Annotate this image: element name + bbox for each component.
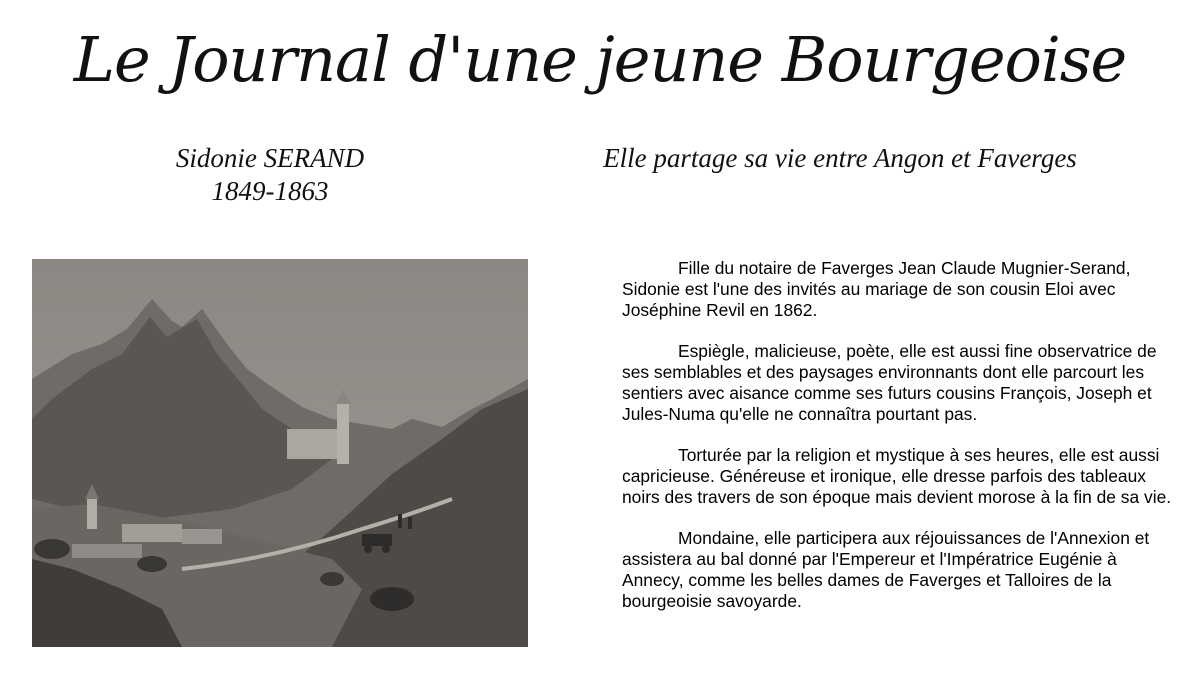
subtitle: Elle partage sa vie entre Angon et Faverges (603, 143, 1077, 173)
paragraph-4: Mondaine, elle participera aux réjouissances de l'Annexion et assistera au bal donné par l'Empereur et l'Impératrice Eugénie à Annecy, comme les belles dames de Faverges et Talloires de la bourgeoisie savoyarde. (622, 528, 1150, 611)
page-title: Le Journal d'une jeune Bourgeoise (73, 23, 1127, 96)
body-text (622, 258, 1182, 632)
paragraph-1: Fille du notaire de Faverges Jean Claude Mugnier-Serand, Sidonie est l'une des invités au mariage de son cousin Eloi avec Joséphine Revil en 1862. (622, 258, 1131, 320)
landscape-engraving-drawing (32, 259, 528, 647)
paragraph-2: Espiègle, malicieuse, poète, elle est aussi fine observatrice de ses semblables et des paysages environnants dont elle parcourt les sentiers avec aisance comme ses futurs cousins François, Joseph et Jules-Numa qu'elle ne connaîtra pourtant pas. (622, 341, 1157, 424)
author-name: Sidonie SERAND (175, 143, 365, 173)
author-years: 1849-1863 (211, 176, 329, 206)
landscape-engraving-image (32, 259, 528, 647)
paragraph-3: Torturée par la religion et mystique à ses heures, elle est aussi capricieuse. Généreuse et ironique, elle dresse parfois des tableaux noirs des travers de son époque mais devient morose à la fin de sa vie. (622, 445, 1172, 507)
author-block (120, 142, 420, 208)
